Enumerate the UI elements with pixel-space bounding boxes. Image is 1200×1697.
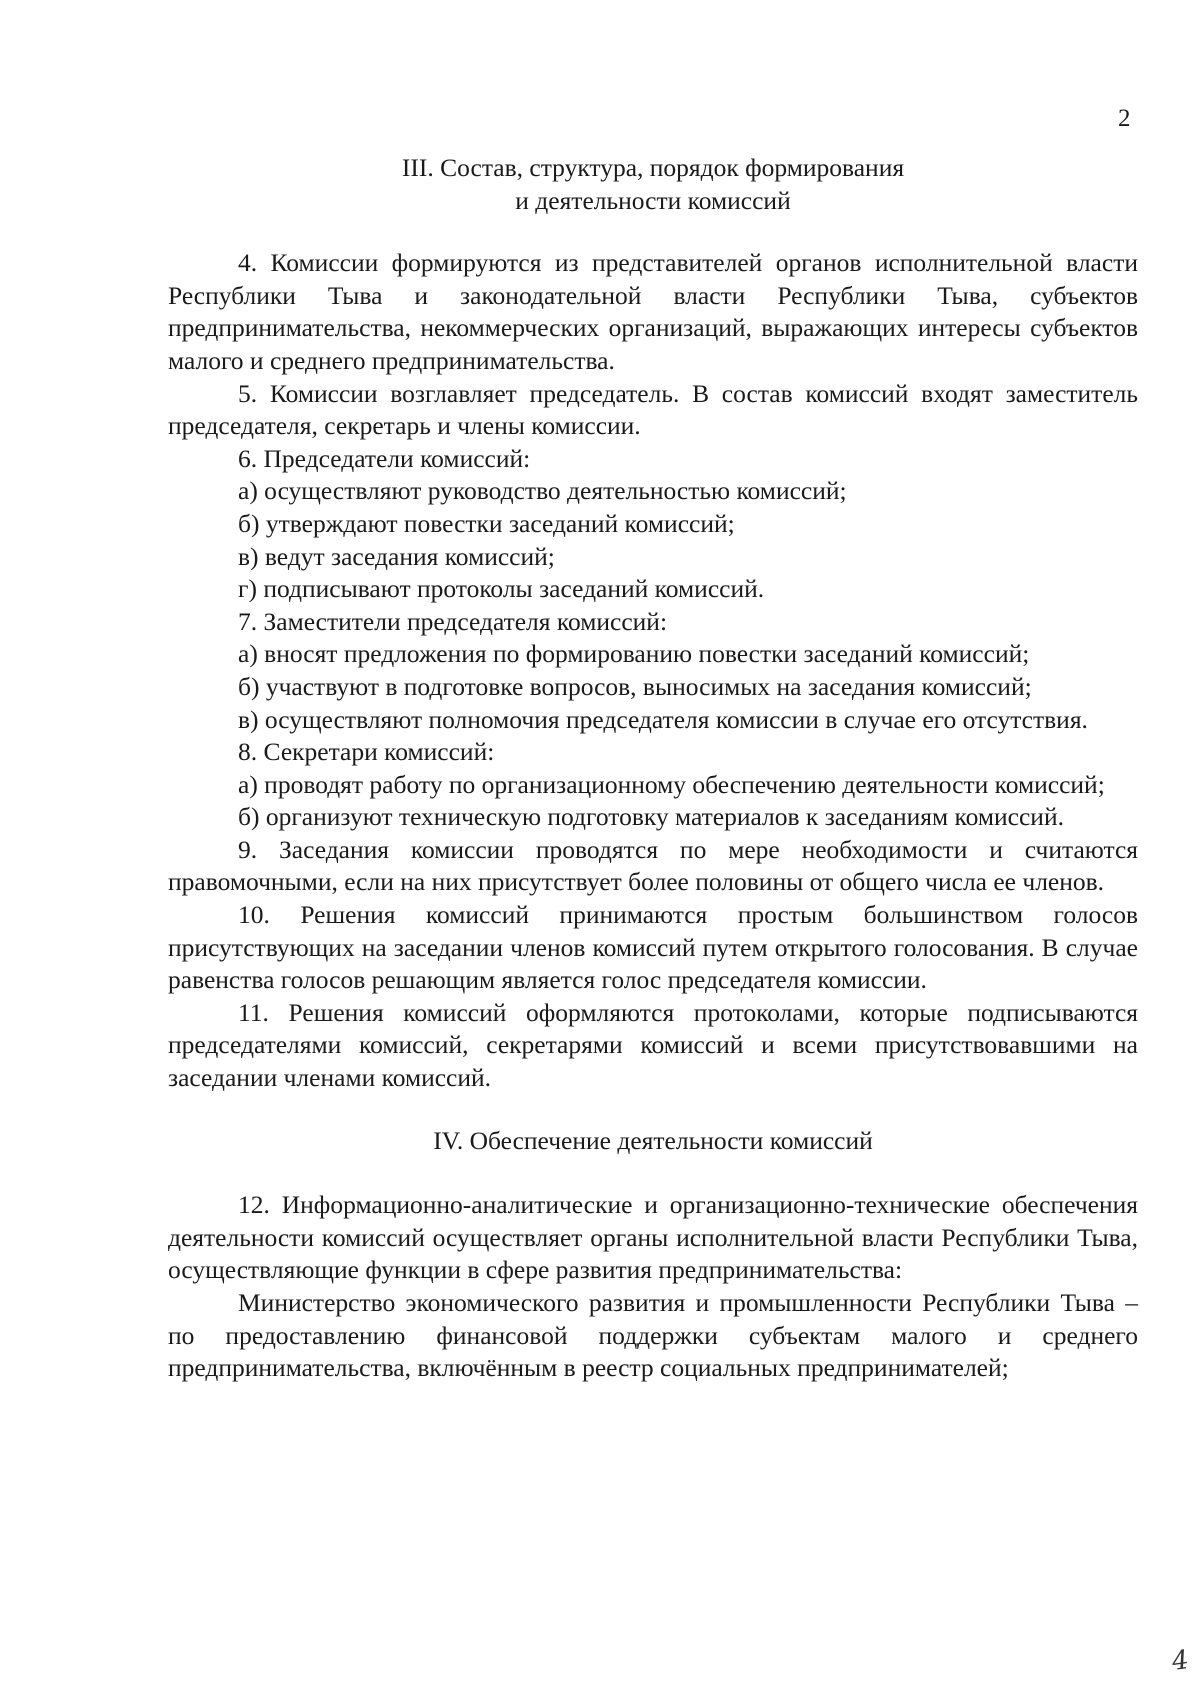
section-3-heading-line-2: и деятельности комиссий [515, 185, 791, 215]
paragraph-8a: а) проводят работу по организационному обеспечению деятельности комиссий; [238, 769, 1105, 799]
paragraph-4: 4. Комиссии формируются из представителей органов исполнительной власти Республики Тыва и законодательной власти Республики Тыва, субъектов предпринимательства, некоммерческих организаций, выражающих интересы субъектов малого и среднего предпринимательства. [168, 248, 1138, 375]
section-4-body [168, 1189, 1138, 1385]
paragraph-8: 8. Секретари комиссий: [238, 737, 495, 767]
paragraph-6: 6. Председатели комиссий: [238, 443, 531, 473]
paragraph-5: 5. Комиссии возглавляет председатель. В состав комиссий входят заместитель председателя, секретарь и члены комиссии. [168, 378, 1138, 441]
page-number: 2 [1118, 105, 1131, 132]
section-3-heading [168, 152, 1138, 217]
paragraph-7b: б) участвуют в подготовке вопросов, выносимых на заседания комиссий; [238, 671, 1032, 701]
paragraph-9: 9. Заседания комиссии проводятся по мере необходимости и считаются правомочными, если на них присутствует более половины от общего числа ее членов. [168, 834, 1138, 897]
paragraph-12: 12. Информационно-аналитические и организационно-технические обеспечения деятельности комиссий осуществляет органы исполнительной власти Республики Тыва, осуществляющие функции в сфере развития предпринимательства: [168, 1190, 1138, 1285]
paragraph-6a: а) осуществляют руководство деятельностью комиссий; [238, 476, 847, 506]
section-3-heading-line-1: III. Состав, структура, порядок формирования [401, 153, 905, 182]
paragraph-7v: в) осуществляют полномочия председателя комиссии в случае его отсутствия. [238, 704, 1088, 734]
paragraph-10: 10. Решения комиссий принимаются простым большинством голосов присутствующих на заседании членов комиссий путем открытого голосования. В случае равенства голосов решающим является голос председателя комиссии. [168, 900, 1138, 995]
paragraph-6v: в) ведут заседания комиссий; [238, 541, 555, 571]
section-4-heading: IV. Обеспечение деятельности комиссий [433, 1125, 873, 1155]
paragraph-11: 11. Решения комиссий оформляются протоколами, которые подписываются председателями комиссий, секретарями комиссий и всеми присутствовавшими на заседании членами комиссий. [168, 997, 1138, 1093]
paragraph-8b: б) организуют техническую подготовку материалов к заседаниям комиссий. [238, 802, 1064, 832]
document-body [168, 152, 1138, 1385]
paragraph-7: 7. Заместители председателя комиссий: [238, 606, 668, 636]
paragraph-6g: г) подписывают протоколы заседаний комиссий. [238, 574, 765, 604]
paragraph-6b: б) утверждают повестки заседаний комиссий; [238, 508, 735, 538]
paragraph-7a: а) вносят предложения по формированию повестки заседаний комиссий; [238, 639, 1030, 669]
handwritten-page-mark: 4 [1169, 1644, 1191, 1678]
section-3-body [168, 247, 1138, 1094]
paragraph-12-ministry: Министерство экономического развития и промышленности Республики Тыва – по предоставлению финансовой поддержки субъектам малого и среднего предпринимательства, включённым в реестр социальных предпринимателей; [168, 1288, 1138, 1383]
